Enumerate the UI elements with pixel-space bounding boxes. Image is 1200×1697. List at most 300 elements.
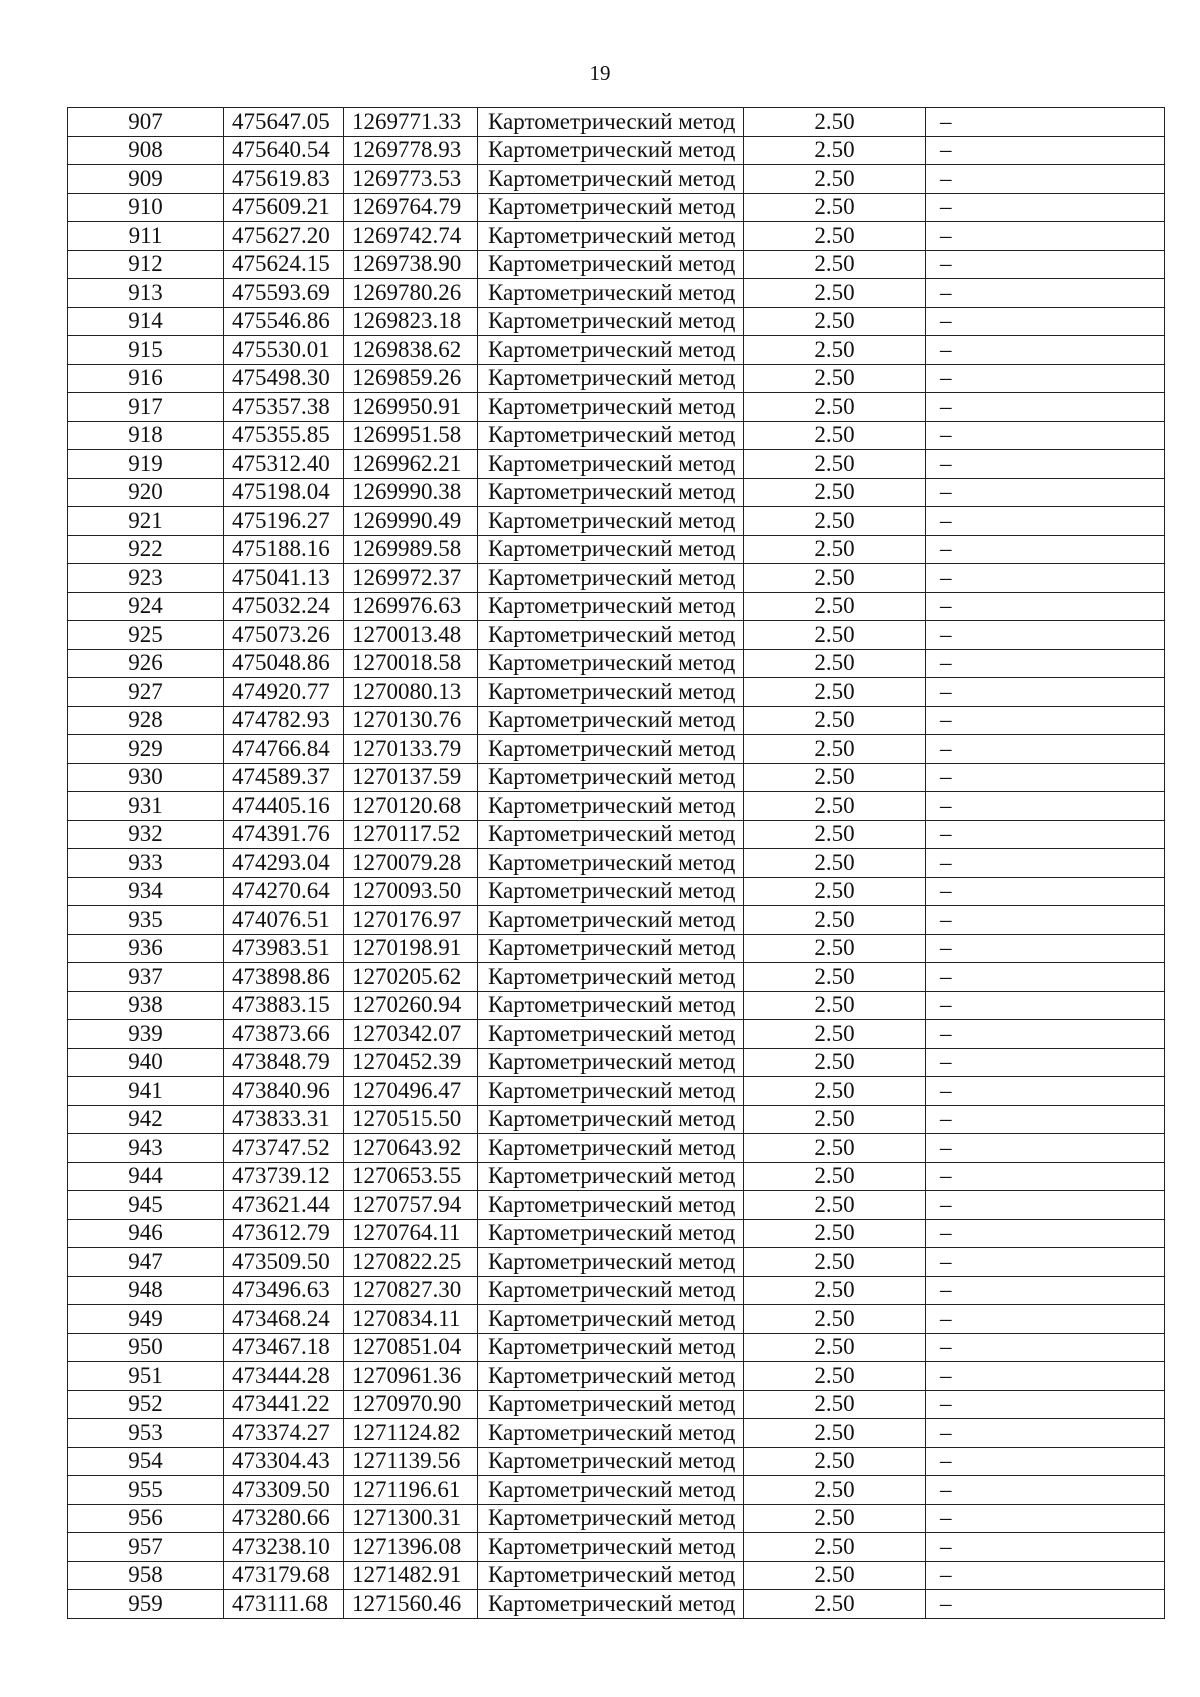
note-cell: –: [926, 877, 1165, 906]
y-coordinate-cell: 1270260.94: [344, 991, 478, 1020]
y-coordinate-cell: 1269742.74: [344, 222, 478, 251]
point-number-cell: 920: [68, 478, 224, 507]
point-number-cell: 944: [68, 1162, 224, 1191]
table-row: [68, 421, 1165, 450]
x-coordinate-cell: 473840.96: [224, 1077, 344, 1106]
method-cell: Картометрический метод: [478, 535, 744, 564]
note-cell: –: [926, 1305, 1165, 1334]
point-number-cell: 922: [68, 535, 224, 564]
point-number-cell: 934: [68, 877, 224, 906]
note-cell: –: [926, 1134, 1165, 1163]
y-coordinate-cell: 1269972.37: [344, 564, 478, 593]
accuracy-cell: 2.50: [744, 792, 926, 821]
point-number-cell: 930: [68, 763, 224, 792]
accuracy-cell: 2.50: [744, 165, 926, 194]
x-coordinate-cell: 475640.54: [224, 136, 344, 165]
method-cell: Картометрический метод: [478, 478, 744, 507]
point-number-cell: 918: [68, 421, 224, 450]
x-coordinate-cell: 473111.68: [224, 1590, 344, 1619]
x-coordinate-cell: 474766.84: [224, 735, 344, 764]
y-coordinate-cell: 1269990.38: [344, 478, 478, 507]
method-cell: Картометрический метод: [478, 364, 744, 393]
x-coordinate-cell: 475357.38: [224, 393, 344, 422]
accuracy-cell: 2.50: [744, 1134, 926, 1163]
accuracy-cell: 2.50: [744, 222, 926, 251]
method-cell: Картометрический метод: [478, 621, 744, 650]
method-cell: Картометрический метод: [478, 136, 744, 165]
accuracy-cell: 2.50: [744, 1504, 926, 1533]
accuracy-cell: 2.50: [744, 1191, 926, 1220]
note-cell: –: [926, 279, 1165, 308]
table-row: [68, 592, 1165, 621]
note-cell: –: [926, 991, 1165, 1020]
y-coordinate-cell: 1269778.93: [344, 136, 478, 165]
accuracy-cell: 2.50: [744, 1476, 926, 1505]
y-coordinate-cell: 1270496.47: [344, 1077, 478, 1106]
point-number-cell: 931: [68, 792, 224, 821]
point-number-cell: 959: [68, 1590, 224, 1619]
x-coordinate-cell: 475196.27: [224, 507, 344, 536]
table-row: [68, 906, 1165, 935]
note-cell: –: [926, 136, 1165, 165]
note-cell: –: [926, 1048, 1165, 1077]
method-cell: Картометрический метод: [478, 393, 744, 422]
y-coordinate-cell: 1271560.46: [344, 1590, 478, 1619]
table-row: [68, 1504, 1165, 1533]
method-cell: Картометрический метод: [478, 706, 744, 735]
point-number-cell: 942: [68, 1105, 224, 1134]
method-cell: Картометрический метод: [478, 165, 744, 194]
note-cell: –: [926, 193, 1165, 222]
x-coordinate-cell: 475041.13: [224, 564, 344, 593]
accuracy-cell: 2.50: [744, 1390, 926, 1419]
accuracy-cell: 2.50: [744, 364, 926, 393]
method-cell: Картометрический метод: [478, 735, 744, 764]
note-cell: –: [926, 250, 1165, 279]
note-cell: –: [926, 792, 1165, 821]
point-number-cell: 941: [68, 1077, 224, 1106]
x-coordinate-cell: 473467.18: [224, 1333, 344, 1362]
point-number-cell: 948: [68, 1276, 224, 1305]
note-cell: –: [926, 564, 1165, 593]
method-cell: Картометрический метод: [478, 592, 744, 621]
y-coordinate-cell: 1271196.61: [344, 1476, 478, 1505]
method-cell: Картометрический метод: [478, 849, 744, 878]
y-coordinate-cell: 1270018.58: [344, 649, 478, 678]
method-cell: Картометрический метод: [478, 963, 744, 992]
point-number-cell: 917: [68, 393, 224, 422]
y-coordinate-cell: 1270961.36: [344, 1362, 478, 1391]
table-row: [68, 1219, 1165, 1248]
accuracy-cell: 2.50: [744, 535, 926, 564]
y-coordinate-cell: 1270643.92: [344, 1134, 478, 1163]
method-cell: Картометрический метод: [478, 108, 744, 137]
method-cell: Картометрический метод: [478, 222, 744, 251]
table-row: [68, 336, 1165, 365]
note-cell: –: [926, 535, 1165, 564]
point-number-cell: 929: [68, 735, 224, 764]
point-number-cell: 935: [68, 906, 224, 935]
y-coordinate-cell: 1271396.08: [344, 1533, 478, 1562]
accuracy-cell: 2.50: [744, 592, 926, 621]
method-cell: Картометрический метод: [478, 1048, 744, 1077]
y-coordinate-cell: 1270970.90: [344, 1390, 478, 1419]
accuracy-cell: 2.50: [744, 934, 926, 963]
accuracy-cell: 2.50: [744, 763, 926, 792]
note-cell: –: [926, 592, 1165, 621]
accuracy-cell: 2.50: [744, 1362, 926, 1391]
x-coordinate-cell: 473983.51: [224, 934, 344, 963]
note-cell: –: [926, 735, 1165, 764]
y-coordinate-cell: 1270120.68: [344, 792, 478, 821]
accuracy-cell: 2.50: [744, 820, 926, 849]
point-number-cell: 953: [68, 1419, 224, 1448]
accuracy-cell: 2.50: [744, 1248, 926, 1277]
method-cell: Картометрический метод: [478, 1020, 744, 1049]
x-coordinate-cell: 475032.24: [224, 592, 344, 621]
y-coordinate-cell: 1269738.90: [344, 250, 478, 279]
x-coordinate-cell: 474391.76: [224, 820, 344, 849]
table-row: [68, 307, 1165, 336]
method-cell: Картометрический метод: [478, 564, 744, 593]
accuracy-cell: 2.50: [744, 307, 926, 336]
y-coordinate-cell: 1270176.97: [344, 906, 478, 935]
point-number-cell: 921: [68, 507, 224, 536]
point-number-cell: 919: [68, 450, 224, 479]
note-cell: –: [926, 421, 1165, 450]
note-cell: –: [926, 1362, 1165, 1391]
method-cell: Картометрический метод: [478, 336, 744, 365]
point-number-cell: 914: [68, 307, 224, 336]
x-coordinate-cell: 475355.85: [224, 421, 344, 450]
note-cell: –: [926, 1219, 1165, 1248]
note-cell: –: [926, 393, 1165, 422]
y-coordinate-cell: 1269990.49: [344, 507, 478, 536]
x-coordinate-cell: 473238.10: [224, 1533, 344, 1562]
point-number-cell: 915: [68, 336, 224, 365]
point-number-cell: 925: [68, 621, 224, 650]
accuracy-cell: 2.50: [744, 136, 926, 165]
table-row: [68, 1590, 1165, 1619]
table-row: [68, 393, 1165, 422]
point-number-cell: 954: [68, 1447, 224, 1476]
accuracy-cell: 2.50: [744, 1162, 926, 1191]
table-row: [68, 1333, 1165, 1362]
accuracy-cell: 2.50: [744, 1419, 926, 1448]
x-coordinate-cell: 475048.86: [224, 649, 344, 678]
y-coordinate-cell: 1270834.11: [344, 1305, 478, 1334]
x-coordinate-cell: 475188.16: [224, 535, 344, 564]
accuracy-cell: 2.50: [744, 1333, 926, 1362]
table-row: [68, 108, 1165, 137]
x-coordinate-cell: 475593.69: [224, 279, 344, 308]
method-cell: Картометрический метод: [478, 678, 744, 707]
table-row: [68, 849, 1165, 878]
accuracy-cell: 2.50: [744, 193, 926, 222]
x-coordinate-cell: 473612.79: [224, 1219, 344, 1248]
table-row: [68, 535, 1165, 564]
table-row: [68, 877, 1165, 906]
point-number-cell: 947: [68, 1248, 224, 1277]
x-coordinate-cell: 475609.21: [224, 193, 344, 222]
x-coordinate-cell: 473179.68: [224, 1561, 344, 1590]
y-coordinate-cell: 1269989.58: [344, 535, 478, 564]
method-cell: Картометрический метод: [478, 507, 744, 536]
table-row: [68, 136, 1165, 165]
y-coordinate-cell: 1269838.62: [344, 336, 478, 365]
x-coordinate-cell: 473468.24: [224, 1305, 344, 1334]
point-number-cell: 908: [68, 136, 224, 165]
accuracy-cell: 2.50: [744, 1276, 926, 1305]
point-number-cell: 949: [68, 1305, 224, 1334]
y-coordinate-cell: 1270822.25: [344, 1248, 478, 1277]
method-cell: Картометрический метод: [478, 763, 744, 792]
method-cell: Картометрический метод: [478, 1134, 744, 1163]
note-cell: –: [926, 1333, 1165, 1362]
x-coordinate-cell: 475647.05: [224, 108, 344, 137]
x-coordinate-cell: 473304.43: [224, 1447, 344, 1476]
table-row: [68, 735, 1165, 764]
note-cell: –: [926, 1276, 1165, 1305]
point-number-cell: 913: [68, 279, 224, 308]
note-cell: –: [926, 1533, 1165, 1562]
method-cell: Картометрический метод: [478, 1162, 744, 1191]
table-row: [68, 222, 1165, 251]
y-coordinate-cell: 1270133.79: [344, 735, 478, 764]
table-row: [68, 1476, 1165, 1505]
y-coordinate-cell: 1270851.04: [344, 1333, 478, 1362]
x-coordinate-cell: 473621.44: [224, 1191, 344, 1220]
method-cell: Картометрический метод: [478, 1419, 744, 1448]
method-cell: Картометрический метод: [478, 307, 744, 336]
method-cell: Картометрический метод: [478, 649, 744, 678]
method-cell: Картометрический метод: [478, 1191, 744, 1220]
x-coordinate-cell: 473309.50: [224, 1476, 344, 1505]
table-row: [68, 963, 1165, 992]
method-cell: Картометрический метод: [478, 421, 744, 450]
x-coordinate-cell: 473444.28: [224, 1362, 344, 1391]
note-cell: –: [926, 450, 1165, 479]
x-coordinate-cell: 474405.16: [224, 792, 344, 821]
x-coordinate-cell: 473441.22: [224, 1390, 344, 1419]
x-coordinate-cell: 473848.79: [224, 1048, 344, 1077]
note-cell: –: [926, 1248, 1165, 1277]
x-coordinate-cell: 474589.37: [224, 763, 344, 792]
table-row: [68, 1362, 1165, 1391]
note-cell: –: [926, 364, 1165, 393]
table-row: [68, 1048, 1165, 1077]
point-number-cell: 916: [68, 364, 224, 393]
y-coordinate-cell: 1270827.30: [344, 1276, 478, 1305]
y-coordinate-cell: 1270653.55: [344, 1162, 478, 1191]
y-coordinate-cell: 1270764.11: [344, 1219, 478, 1248]
accuracy-cell: 2.50: [744, 279, 926, 308]
accuracy-cell: 2.50: [744, 250, 926, 279]
x-coordinate-cell: 473898.86: [224, 963, 344, 992]
point-number-cell: 936: [68, 934, 224, 963]
y-coordinate-cell: 1270452.39: [344, 1048, 478, 1077]
table-row: [68, 678, 1165, 707]
accuracy-cell: 2.50: [744, 478, 926, 507]
x-coordinate-cell: 473873.66: [224, 1020, 344, 1049]
accuracy-cell: 2.50: [744, 421, 926, 450]
note-cell: –: [926, 1077, 1165, 1106]
accuracy-cell: 2.50: [744, 1533, 926, 1562]
point-number-cell: 955: [68, 1476, 224, 1505]
x-coordinate-cell: 475624.15: [224, 250, 344, 279]
accuracy-cell: 2.50: [744, 1219, 926, 1248]
table-row: [68, 1447, 1165, 1476]
note-cell: –: [926, 1561, 1165, 1590]
table-row: [68, 507, 1165, 536]
accuracy-cell: 2.50: [744, 706, 926, 735]
x-coordinate-cell: 473883.15: [224, 991, 344, 1020]
x-coordinate-cell: 473374.27: [224, 1419, 344, 1448]
y-coordinate-cell: 1270342.07: [344, 1020, 478, 1049]
note-cell: –: [926, 963, 1165, 992]
note-cell: –: [926, 1447, 1165, 1476]
x-coordinate-cell: 475546.86: [224, 307, 344, 336]
method-cell: Картометрический метод: [478, 877, 744, 906]
table-row: [68, 478, 1165, 507]
table-row: [68, 1305, 1165, 1334]
x-coordinate-cell: 474076.51: [224, 906, 344, 935]
table-row: [68, 250, 1165, 279]
table-row: [68, 820, 1165, 849]
x-coordinate-cell: 475073.26: [224, 621, 344, 650]
x-coordinate-cell: 473833.31: [224, 1105, 344, 1134]
table-row: [68, 763, 1165, 792]
y-coordinate-cell: 1269976.63: [344, 592, 478, 621]
y-coordinate-cell: 1270137.59: [344, 763, 478, 792]
accuracy-cell: 2.50: [744, 336, 926, 365]
x-coordinate-cell: 475530.01: [224, 336, 344, 365]
method-cell: Картометрический метод: [478, 906, 744, 935]
table-row: [68, 364, 1165, 393]
table-row: [68, 1390, 1165, 1419]
table-row: [68, 621, 1165, 650]
method-cell: Картометрический метод: [478, 820, 744, 849]
method-cell: Картометрический метод: [478, 1305, 744, 1334]
accuracy-cell: 2.50: [744, 649, 926, 678]
method-cell: Картометрический метод: [478, 934, 744, 963]
note-cell: –: [926, 1590, 1165, 1619]
note-cell: –: [926, 1419, 1165, 1448]
note-cell: –: [926, 336, 1165, 365]
method-cell: Картометрический метод: [478, 1390, 744, 1419]
method-cell: Картометрический метод: [478, 279, 744, 308]
table-row: [68, 1533, 1165, 1562]
y-coordinate-cell: 1269764.79: [344, 193, 478, 222]
method-cell: Картометрический метод: [478, 450, 744, 479]
point-number-cell: 957: [68, 1533, 224, 1562]
y-coordinate-cell: 1270130.76: [344, 706, 478, 735]
note-cell: –: [926, 478, 1165, 507]
table-row: [68, 1162, 1165, 1191]
x-coordinate-cell: 474270.64: [224, 877, 344, 906]
point-number-cell: 946: [68, 1219, 224, 1248]
table-row: [68, 1419, 1165, 1448]
accuracy-cell: 2.50: [744, 877, 926, 906]
accuracy-cell: 2.50: [744, 991, 926, 1020]
x-coordinate-cell: 474293.04: [224, 849, 344, 878]
accuracy-cell: 2.50: [744, 393, 926, 422]
point-number-cell: 923: [68, 564, 224, 593]
point-number-cell: 911: [68, 222, 224, 251]
x-coordinate-cell: 474782.93: [224, 706, 344, 735]
note-cell: –: [926, 222, 1165, 251]
point-number-cell: 937: [68, 963, 224, 992]
x-coordinate-cell: 475198.04: [224, 478, 344, 507]
method-cell: Картометрический метод: [478, 250, 744, 279]
accuracy-cell: 2.50: [744, 1048, 926, 1077]
table-row: [68, 1077, 1165, 1106]
page-number: 19: [589, 61, 611, 85]
x-coordinate-cell: 475619.83: [224, 165, 344, 194]
point-number-cell: 940: [68, 1048, 224, 1077]
method-cell: Картометрический метод: [478, 193, 744, 222]
accuracy-cell: 2.50: [744, 507, 926, 536]
note-cell: –: [926, 108, 1165, 137]
y-coordinate-cell: 1269780.26: [344, 279, 478, 308]
method-cell: Картометрический метод: [478, 1276, 744, 1305]
accuracy-cell: 2.50: [744, 1020, 926, 1049]
table-row: [68, 1134, 1165, 1163]
note-cell: –: [926, 1191, 1165, 1220]
point-number-cell: 933: [68, 849, 224, 878]
table-row: [68, 193, 1165, 222]
method-cell: Картометрический метод: [478, 1219, 744, 1248]
accuracy-cell: 2.50: [744, 621, 926, 650]
accuracy-cell: 2.50: [744, 450, 926, 479]
table-row: [68, 1191, 1165, 1220]
table-row: [68, 279, 1165, 308]
y-coordinate-cell: 1269950.91: [344, 393, 478, 422]
y-coordinate-cell: 1270080.13: [344, 678, 478, 707]
table-row: [68, 1561, 1165, 1590]
table-body: [68, 108, 1165, 1619]
method-cell: Картометрический метод: [478, 1533, 744, 1562]
table-row: [68, 792, 1165, 821]
table-row: [68, 1248, 1165, 1277]
table-row: [68, 564, 1165, 593]
method-cell: Картометрический метод: [478, 1504, 744, 1533]
y-coordinate-cell: 1269962.21: [344, 450, 478, 479]
note-cell: –: [926, 649, 1165, 678]
note-cell: –: [926, 307, 1165, 336]
point-number-cell: 943: [68, 1134, 224, 1163]
y-coordinate-cell: 1271300.31: [344, 1504, 478, 1533]
note-cell: –: [926, 1390, 1165, 1419]
accuracy-cell: 2.50: [744, 849, 926, 878]
method-cell: Картометрический метод: [478, 1362, 744, 1391]
note-cell: –: [926, 906, 1165, 935]
accuracy-cell: 2.50: [744, 1590, 926, 1619]
point-number-cell: 924: [68, 592, 224, 621]
note-cell: –: [926, 678, 1165, 707]
point-number-cell: 910: [68, 193, 224, 222]
x-coordinate-cell: 474920.77: [224, 678, 344, 707]
method-cell: Картометрический метод: [478, 991, 744, 1020]
point-number-cell: 928: [68, 706, 224, 735]
note-cell: –: [926, 1105, 1165, 1134]
accuracy-cell: 2.50: [744, 735, 926, 764]
point-number-cell: 907: [68, 108, 224, 137]
table-row: [68, 1020, 1165, 1049]
y-coordinate-cell: 1270093.50: [344, 877, 478, 906]
point-number-cell: 909: [68, 165, 224, 194]
note-cell: –: [926, 507, 1165, 536]
